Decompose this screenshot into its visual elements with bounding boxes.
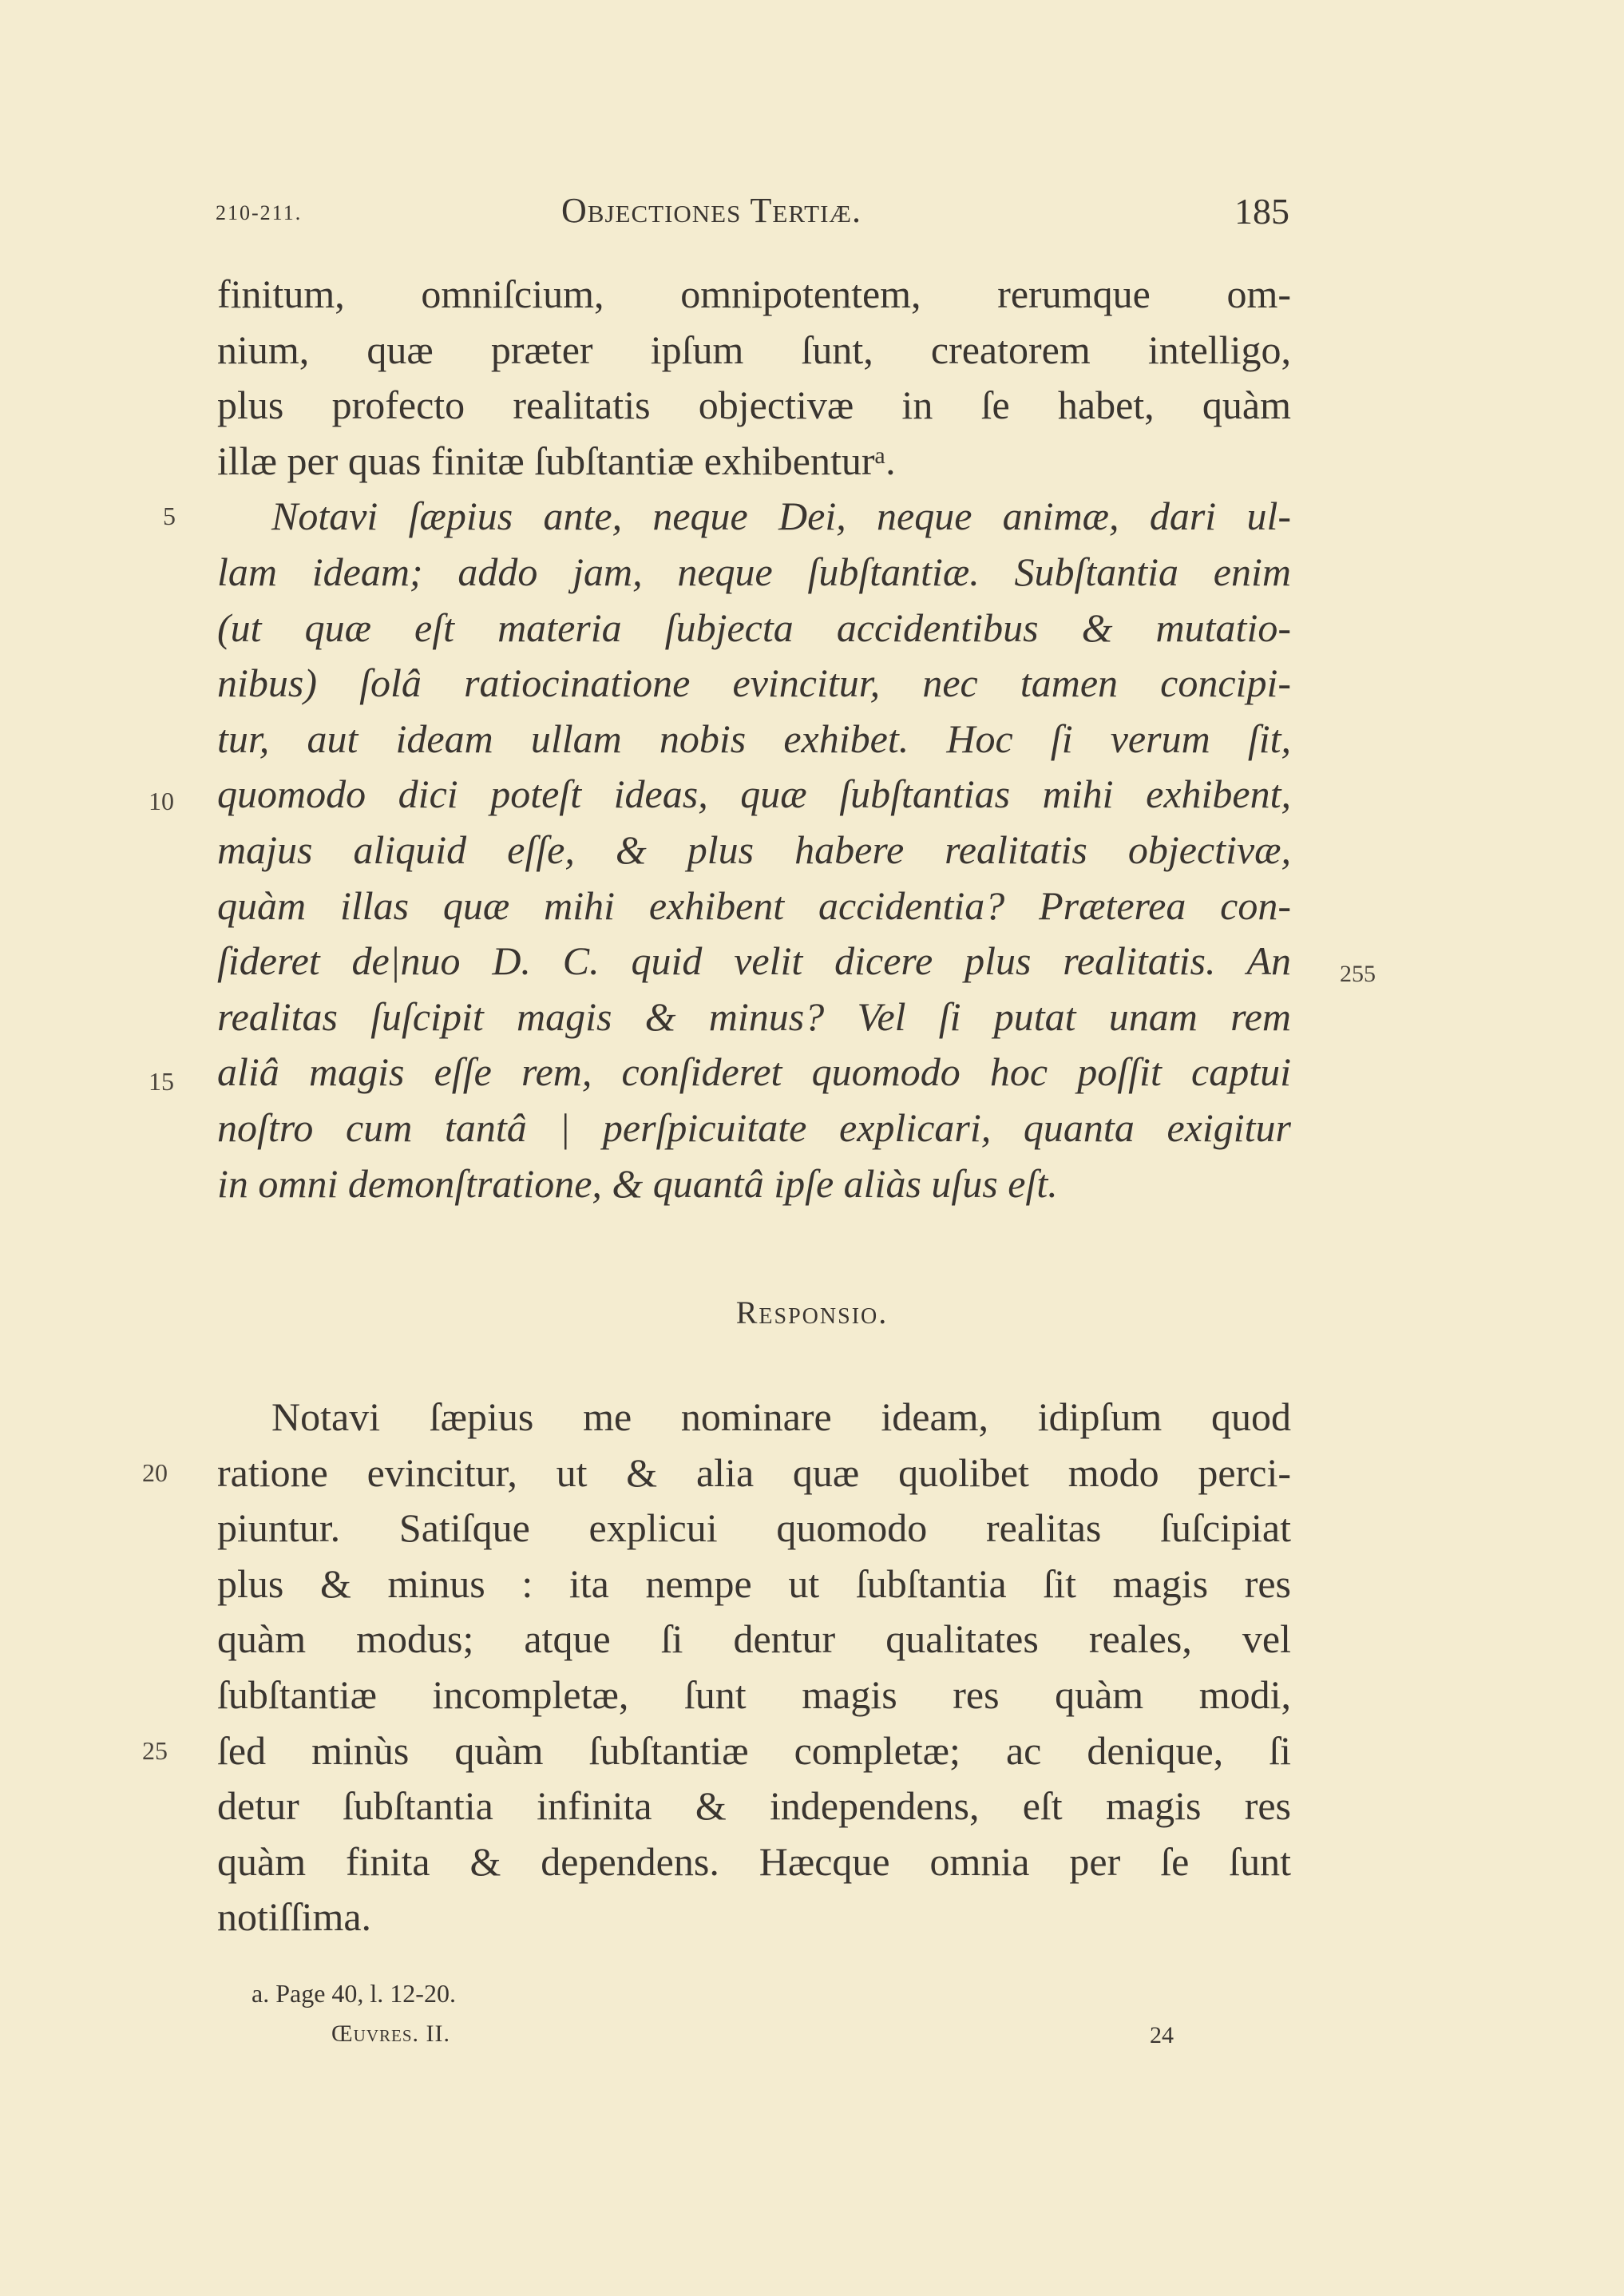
text-line: quàm finita & dependens. Hæcque omnia per ſe ſunt xyxy=(217,1838,1291,1884)
margin-page-reference: 255 xyxy=(1340,961,1376,987)
line-number: 20 xyxy=(142,1458,168,1487)
text-line: detur ſubſtantia infinita & independens, eſt magis res xyxy=(217,1783,1291,1829)
text-line: ſed minùs quàm ſubſtantiæ completæ; ac denique, ſi xyxy=(217,1727,1291,1773)
footer-volume: Œuvres. II. xyxy=(331,2020,450,2047)
text-line: nium, quæ præter ipſum ſunt, creatorem intelligo, xyxy=(217,327,1291,372)
footer-signature: 24 xyxy=(1150,2022,1174,2048)
text-line: aliâ magis eſſe rem, conſideret quomodo hoc poſſit captui xyxy=(217,1049,1291,1095)
text-line: finitum, omniſcium, omnipotentem, rerumque om- xyxy=(217,272,1291,316)
line-number: 15 xyxy=(149,1067,174,1096)
text-line: illæ per quas finitæ ſubſtantiæ exhibenturᵃ. xyxy=(217,438,896,483)
text-line: plus & minus : ita nempe ut ſubſtantia ſit magis res xyxy=(217,1560,1291,1606)
running-header xyxy=(216,190,1289,238)
line-number: 25 xyxy=(142,1736,168,1765)
objection-text xyxy=(217,267,1291,1211)
section-title: Responsio. xyxy=(735,1295,889,1330)
line-number: 10 xyxy=(149,787,174,815)
text-line: in omni demonſtratione, & quantâ ipſe aliàs uſus eſt. xyxy=(217,1160,1058,1206)
header-section-range: 210-211. xyxy=(216,201,303,224)
text-line: majus aliquid eſſe, & plus habere realitatis objectivæ, xyxy=(217,827,1291,872)
line-number: 5 xyxy=(163,502,176,530)
text-line: lam ideam; addo jam, neque ſubſtantiæ. Subſtantia enim xyxy=(217,549,1291,594)
text-line: piuntur. Satiſque explicui quomodo realitas ſuſcipiat xyxy=(217,1505,1291,1551)
page-number: 185 xyxy=(1234,191,1289,232)
text-line: tur, aut ideam ullam nobis exhibet. Hoc ſi verum ſit, xyxy=(217,716,1291,761)
text-line: Notavi ſæpius ante, neque Dei, neque animæ, dari ul- xyxy=(271,494,1291,539)
text-line: plus profecto realitatis objectivæ in ſe habet, quàm xyxy=(217,383,1291,428)
text-line: noſtro cum tantâ | perſpicuitate explicari, quanta exigitur xyxy=(217,1104,1291,1150)
response-text xyxy=(217,1390,1291,1945)
text-line: quomodo dici poteſt ideas, quæ ſubſtantias mihi exhibent, xyxy=(217,771,1291,817)
text-line: quàm modus; atque ſi dentur qualitates reales, vel xyxy=(217,1616,1291,1662)
text-line: Notavi ſæpius me nominare ideam, idipſum quod xyxy=(271,1394,1291,1439)
text-line: quàm illas quæ mihi exhibent accidentia? Præterea con- xyxy=(217,882,1291,928)
text-line: nibus) ſolâ ratiocinatione evincitur, nec tamen concipi- xyxy=(217,660,1291,706)
text-line: realitas ſuſcipit magis & minus? Vel ſi putat unam rem xyxy=(217,993,1291,1039)
text-line: ſideret de|nuo D. C. quid velit dicere plus realitatis. An xyxy=(217,938,1291,984)
text-line: notiſſima. xyxy=(217,1894,372,1940)
footnote: a. Page 40, l. 12-20. xyxy=(252,1979,456,2008)
text-line: ratione evincitur, ut & alia quæ quolibet modo perci- xyxy=(217,1449,1291,1495)
text-line: (ut quæ eſt materia ſubjecta accidentibus & mutatio- xyxy=(217,605,1291,650)
text-line: ſubſtantiæ incompletæ, ſunt magis res quàm modi, xyxy=(217,1671,1291,1717)
header-title: Objectiones Tertiæ. xyxy=(561,191,862,230)
